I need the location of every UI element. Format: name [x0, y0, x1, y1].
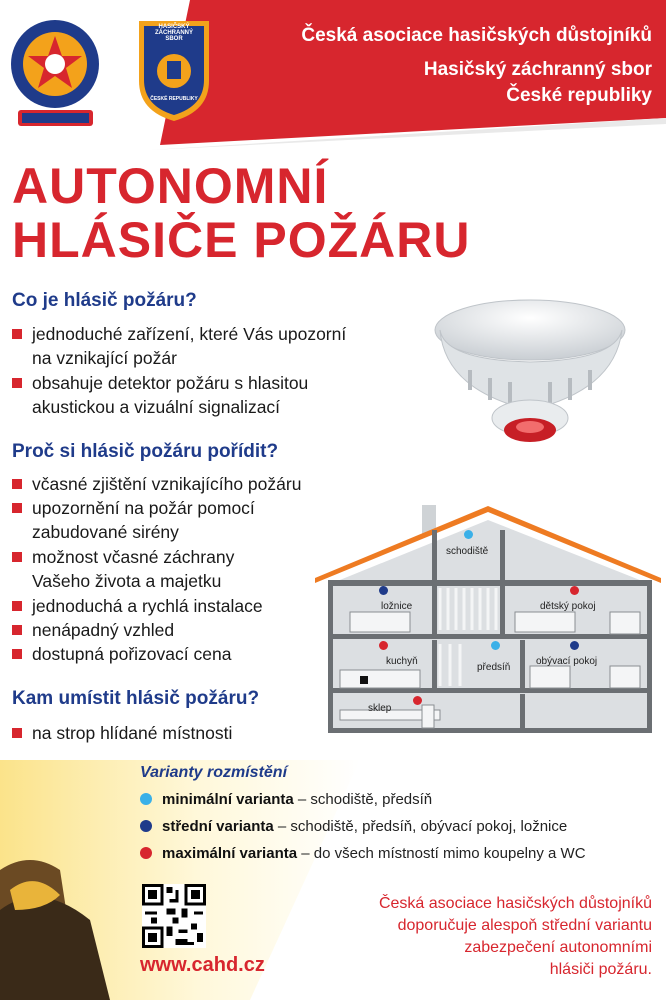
- bullet-square-icon: [12, 503, 22, 513]
- heading-where: Kam umístit hlásič požáru?: [12, 688, 260, 709]
- bullet-square-icon: [12, 601, 22, 611]
- list-item: jednoduchá a rychlá instalace: [12, 594, 263, 618]
- org-line-3: České republiky: [506, 85, 652, 106]
- room-bedroom: ložnice: [381, 601, 413, 612]
- list-item: upozornění na požár pomocí zabudované sirény: [12, 496, 255, 544]
- list-item: nenápadný vzhled: [12, 618, 174, 642]
- bullet-square-icon: [12, 378, 22, 388]
- list-item: dostupná pořizovací cena: [12, 642, 231, 666]
- title-line-2: HLÁSIČE POŽÁRU: [12, 212, 471, 268]
- bullet-square-icon: [12, 479, 22, 489]
- recommendation-line-2: doporučuje alespoň střední variantu: [397, 917, 652, 934]
- room-hall: předsíň: [477, 662, 511, 673]
- list-item: včasné zjištění vznikajícího požáru: [12, 472, 301, 496]
- variants-heading: Varianty rozmístění: [140, 764, 288, 781]
- website-link[interactable]: www.cahd.cz: [140, 954, 265, 976]
- cahd-logo: [8, 14, 103, 132]
- smoke-detector-icon: [430, 290, 640, 460]
- detector-dot-living: [570, 641, 579, 650]
- room-kitchen: kuchyň: [386, 656, 418, 667]
- house-diagram: [310, 500, 666, 740]
- variant-max: maximální varianta – do všech místností mimo koupelny a WC: [140, 845, 586, 862]
- list-item: možnost včasné záchrany Vašeho života a majetku: [12, 545, 234, 593]
- list-item: na strop hlídané místnosti: [12, 721, 232, 745]
- room-cellar: sklep: [368, 703, 392, 714]
- bullet-square-icon: [12, 625, 22, 635]
- detector-dot-hall: [491, 641, 500, 650]
- org-line-1: Česká asociace hasičských důstojníků: [301, 25, 652, 46]
- list-item: jednoduché zařízení, které Vás upozorní na vznikající požár: [12, 322, 346, 370]
- heading-why: Proč si hlásič požáru pořídit?: [12, 441, 279, 462]
- detector-dot-bedroom: [379, 586, 388, 595]
- bullet-square-icon: [12, 552, 22, 562]
- detector-dot-kids: [570, 586, 579, 595]
- recommendation-line-4: hlásiči požáru.: [549, 961, 652, 978]
- hzs-emblem-top: HASIČSKÝ ZÁCHRANNÝ SBOR: [155, 24, 193, 42]
- detector-dot-cellar: [413, 696, 422, 705]
- blue-dot-icon: [140, 820, 152, 832]
- recommendation-line-1: Česká asociace hasičských důstojníků: [378, 895, 652, 912]
- qr-code-icon[interactable]: [142, 884, 206, 948]
- bullet-square-icon: [12, 329, 22, 339]
- variant-min: minimální varianta – schodiště, předsíň: [140, 791, 432, 808]
- hzs-emblem-bottom: ČESKÉ REPUBLIKY: [150, 96, 198, 102]
- room-living: obývací pokoj: [536, 656, 598, 667]
- detector-dot-kitchen: [379, 641, 388, 650]
- heading-what: Co je hlásič požáru?: [12, 290, 197, 311]
- bullet-square-icon: [12, 649, 22, 659]
- cyan-dot-icon: [140, 793, 152, 805]
- red-dot-icon: [140, 847, 152, 859]
- recommendation-line-3: zabezpečení autonomními: [464, 939, 652, 956]
- room-kids: dětský pokoj: [540, 601, 596, 612]
- detector-dot-stairs: [464, 530, 473, 539]
- variant-mid: střední varianta – schodiště, předsíň, obývací pokoj, ložnice: [140, 818, 567, 835]
- org-line-2: Hasičský záchranný sbor: [423, 59, 652, 80]
- list-item: obsahuje detektor požáru s hlasitou akustickou a vizuální signalizací: [12, 371, 308, 419]
- title-line-1: AUTONOMNÍ: [12, 158, 329, 214]
- bullet-square-icon: [12, 728, 22, 738]
- room-stairs: schodiště: [446, 546, 489, 557]
